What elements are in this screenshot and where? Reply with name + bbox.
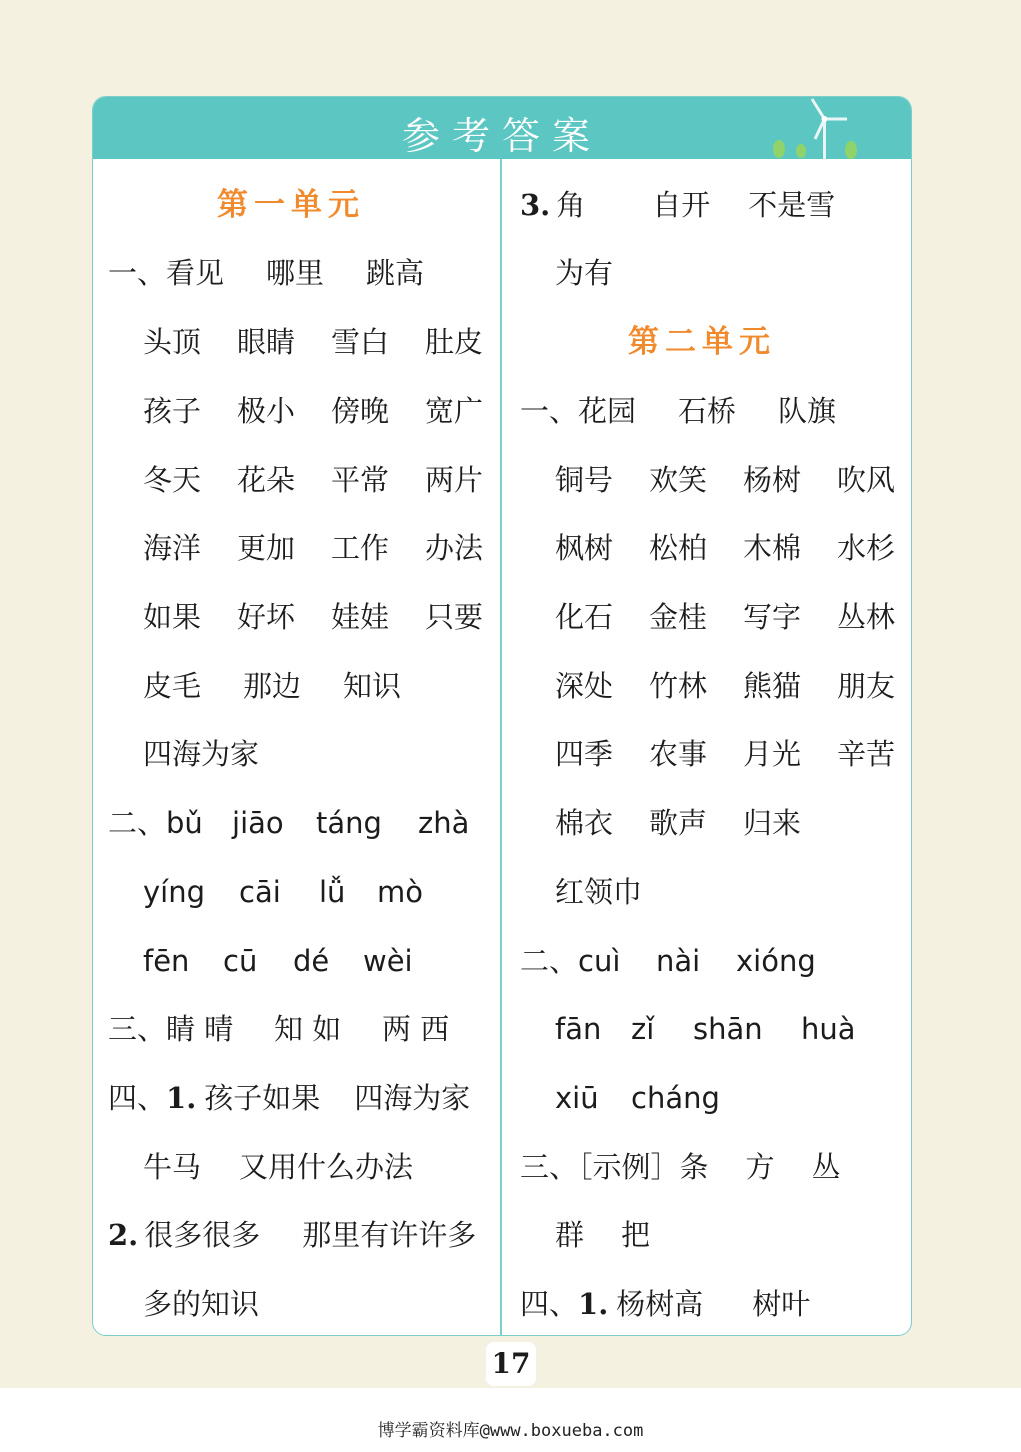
example-tag: ［示例］ (578, 1150, 680, 1184)
word: 那边 (243, 669, 302, 703)
left-q1-row-4 (143, 455, 483, 505)
word: 铜号 (555, 463, 614, 497)
left-q1-row-6 (143, 592, 483, 642)
word: 头顶 (143, 325, 202, 359)
answer: 又用什么办法 (239, 1150, 414, 1184)
column-divider (500, 159, 502, 1336)
q4-3-number: 3. (520, 188, 551, 222)
left-q1-row-1 (108, 248, 424, 298)
right-q1-row-5 (555, 661, 895, 711)
word: 松柏 (649, 531, 708, 565)
word: 归来 (743, 806, 802, 840)
answer: 角 (556, 188, 586, 222)
word: 石桥 (678, 394, 737, 428)
word: 哪里 (266, 256, 325, 290)
word: 宽广 (425, 394, 484, 428)
word: 歌声 (649, 806, 708, 840)
word: 木棉 (743, 531, 802, 565)
word: 化石 (555, 600, 614, 634)
q3-label: 三、 (108, 1012, 167, 1046)
pinyin: jiāo (232, 806, 284, 840)
q2-label: 二、 (520, 944, 579, 978)
word: 两片 (425, 463, 484, 497)
word: 海洋 (143, 531, 202, 565)
q4-label: 四、 (108, 1081, 167, 1115)
word: 朋友 (837, 669, 896, 703)
word: 水杉 (837, 531, 896, 565)
right-q1-row-2 (555, 455, 895, 505)
left-q4-2-row-2 (143, 1279, 259, 1329)
pinyin: wèi (363, 944, 413, 978)
pinyin: nài (656, 944, 701, 978)
pinyin: dé (293, 944, 330, 978)
word: 跳高 (366, 256, 425, 290)
word: 吹风 (837, 463, 896, 497)
word: 四季 (555, 737, 614, 771)
word: 把 (621, 1218, 651, 1252)
word: 冬天 (143, 463, 202, 497)
word: 只要 (425, 600, 484, 634)
word: 眼睛 (237, 325, 296, 359)
answer: 孩子如果 (204, 1081, 321, 1115)
word: 知 如 (274, 1012, 342, 1046)
right-q2-row-3 (555, 1073, 720, 1123)
answer: 多的知识 (143, 1287, 260, 1321)
word: 平常 (331, 463, 390, 497)
right-q1-row-4 (555, 592, 895, 642)
word: 办法 (425, 531, 484, 565)
right-q1-row-8 (555, 867, 642, 917)
word: 皮毛 (143, 669, 202, 703)
left-q4-1-row-2 (143, 1142, 413, 1192)
pinyin: mò (377, 875, 423, 909)
q2-label: 二、 (108, 806, 167, 840)
right-q4-1-row (520, 1279, 810, 1329)
q4-2-number: 2. (108, 1218, 139, 1252)
right-q3-row-1 (520, 1142, 841, 1192)
unit-2-title: 第二单元 (628, 324, 776, 360)
word: 竹林 (649, 669, 708, 703)
word: 娃娃 (331, 600, 390, 634)
word: 傍晚 (331, 394, 390, 428)
pinyin: táng (316, 806, 382, 840)
pinyin: cháng (631, 1081, 720, 1115)
word: 方 (745, 1150, 775, 1184)
word: 好坏 (237, 600, 296, 634)
left-q2-row-2 (143, 867, 423, 917)
q4-label: 四、 (520, 1287, 579, 1321)
right-q1-row-6 (555, 729, 895, 779)
pinyin: huà (801, 1012, 856, 1046)
right-q4-3-row-2 (555, 248, 613, 298)
q4-1-number: 1. (166, 1081, 197, 1115)
word: 欢笑 (649, 463, 708, 497)
right-q1-row-3 (555, 523, 895, 573)
left-q3-row (108, 1004, 449, 1054)
word: 极小 (237, 394, 296, 428)
word: 花园 (578, 394, 637, 428)
answer: 为有 (555, 256, 614, 290)
answer: 那里有许许多 (302, 1218, 477, 1252)
left-q4-1-row-1 (108, 1073, 470, 1123)
pinyin: fān (555, 1012, 602, 1046)
q1-label: 一、 (108, 256, 167, 290)
word: 丛林 (837, 600, 896, 634)
word: 群 (555, 1218, 585, 1252)
q3-label: 三、 (520, 1150, 579, 1184)
answer: 杨树高 (616, 1287, 704, 1321)
answer-card (92, 96, 912, 1336)
pinyin: lǚ (319, 875, 346, 909)
pinyin: cāi (239, 875, 281, 909)
word: 花朵 (237, 463, 296, 497)
word: 更加 (237, 531, 296, 565)
word: 雪白 (331, 325, 390, 359)
word: 棉衣 (555, 806, 614, 840)
word: 队旗 (778, 394, 837, 428)
answer: 不是雪 (748, 188, 836, 222)
word: 农事 (649, 737, 708, 771)
word: 条 (679, 1150, 709, 1184)
answer: 自开 (652, 188, 711, 222)
word: 孩子 (143, 394, 202, 428)
left-q4-2-row-1 (108, 1210, 476, 1260)
left-q1-row-5 (143, 523, 483, 573)
word: 枫树 (555, 531, 614, 565)
word: 写字 (743, 600, 802, 634)
answer: 很多很多 (144, 1218, 261, 1252)
title-banner (93, 97, 911, 159)
q4-1-number: 1. (578, 1287, 609, 1321)
right-q4-3-row-1 (520, 180, 835, 230)
word: 肚皮 (425, 325, 484, 359)
word: 辛苦 (837, 737, 896, 771)
pinyin: fēn (143, 944, 190, 978)
word: 丛 (811, 1150, 841, 1184)
footer-watermark: 博学霸资料库@www.boxueba.com (377, 1421, 644, 1441)
left-q1-row-2 (143, 317, 483, 367)
right-q1-row-7 (555, 798, 801, 848)
q1-label: 一、 (520, 394, 579, 428)
word: 月光 (743, 737, 802, 771)
left-q2-row-3 (143, 936, 413, 986)
word: 熊猫 (743, 669, 802, 703)
pinyin: zhà (418, 806, 470, 840)
right-q1-row-1 (520, 386, 836, 436)
left-q1-row-7 (143, 661, 401, 711)
right-q2-row-2 (555, 1004, 856, 1054)
pinyin: zǐ (631, 1012, 655, 1046)
word: 红领巾 (555, 875, 643, 909)
right-q2-row-1 (520, 936, 816, 986)
pinyin: cū (223, 944, 258, 978)
pinyin: xióng (736, 944, 816, 978)
answer: 四海为家 (354, 1081, 471, 1115)
pinyin: xiū (555, 1081, 599, 1115)
word: 看见 (166, 256, 225, 290)
word: 金桂 (649, 600, 708, 634)
pinyin: shān (693, 1012, 763, 1046)
word: 睛 晴 (166, 1012, 234, 1046)
word: 两 西 (382, 1012, 450, 1046)
word: 工作 (331, 531, 390, 565)
page-title: 参考答案 (401, 114, 602, 158)
left-q2-row-1 (108, 798, 469, 848)
word: 如果 (143, 600, 202, 634)
unit-1-title: 第一单元 (217, 187, 365, 223)
word: 杨树 (743, 463, 802, 497)
word: 深处 (555, 669, 614, 703)
page-number: 17 (486, 1342, 536, 1386)
windmill-icon (749, 97, 879, 159)
word: 知识 (343, 669, 402, 703)
pinyin: yíng (143, 875, 206, 909)
left-q1-row-8 (143, 729, 259, 779)
pinyin: cuì (578, 944, 621, 978)
answer: 树叶 (752, 1287, 811, 1321)
pinyin: bǔ (166, 806, 203, 840)
word: 四海为家 (143, 737, 260, 771)
left-q1-row-3 (143, 386, 483, 436)
right-q3-row-2 (555, 1210, 650, 1260)
answer: 牛马 (143, 1150, 202, 1184)
